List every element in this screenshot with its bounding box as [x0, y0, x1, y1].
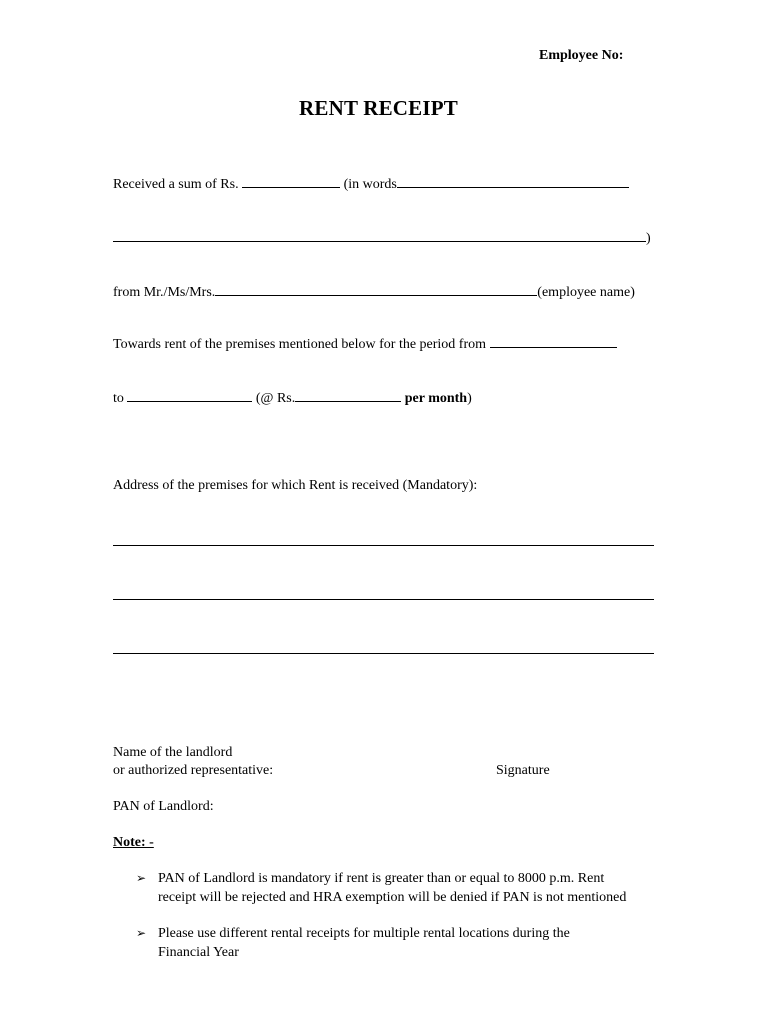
note-heading: Note: - [113, 835, 154, 850]
from-label: from Mr./Ms/Mrs. [113, 285, 216, 300]
note-item-line: PAN of Landlord is mandatory if rent is greater than or equal to 8000 p.m. Rent [158, 871, 605, 886]
arrow-bullet-icon: ➢ [136, 871, 147, 885]
note-item [158, 869, 698, 907]
employee-name-blank[interactable] [215, 283, 537, 296]
rate-closing-paren: ) [467, 391, 472, 406]
note-item-line: Please use different rental receipts for multiple rental locations during the [158, 926, 570, 941]
amount-words-continuation-line [113, 229, 651, 247]
amount-in-words-blank[interactable] [397, 175, 629, 188]
period-from-line [113, 335, 617, 353]
arrow-bullet-icon: ➢ [136, 926, 147, 940]
note-item-line: receipt will be rejected and HRA exemption will be denied if PAN is not mentioned [158, 890, 627, 905]
to-label: to [113, 391, 124, 406]
note-item [158, 924, 698, 962]
page-title: RENT RECEIPT [299, 96, 458, 120]
address-line-1[interactable] [113, 545, 654, 546]
landlord-pan-label: PAN of Landlord: [113, 799, 214, 814]
address-label: Address of the premises for which Rent is received (Mandatory): [113, 478, 478, 493]
amount-in-words-continued-blank[interactable] [113, 229, 646, 242]
address-line-2[interactable] [113, 599, 654, 600]
employee-no-label: Employee No: [539, 48, 624, 63]
per-month-label: per month [404, 391, 468, 406]
closing-paren: ) [646, 231, 651, 246]
landlord-name-label-line1: Name of the landlord [113, 745, 233, 760]
received-sum-line [113, 175, 629, 193]
period-to-line [113, 389, 472, 407]
employee-name-label: (employee name) [537, 285, 635, 300]
signature-label: Signature [496, 763, 550, 778]
amount-blank[interactable] [242, 175, 340, 188]
from-line [113, 283, 635, 301]
landlord-name-label-line2: or authorized representative: [113, 763, 274, 778]
rate-label: (@ Rs. [255, 391, 296, 406]
in-words-label: (in words [343, 177, 397, 192]
monthly-rent-blank[interactable] [295, 389, 401, 402]
note-item-line: Financial Year [158, 945, 239, 960]
received-sum-label: Received a sum of Rs. [113, 177, 239, 192]
period-from-blank[interactable] [490, 335, 617, 348]
address-line-3[interactable] [113, 653, 654, 654]
period-to-blank[interactable] [127, 389, 252, 402]
period-from-label: Towards rent of the premises mentioned below for the period from [113, 337, 487, 352]
